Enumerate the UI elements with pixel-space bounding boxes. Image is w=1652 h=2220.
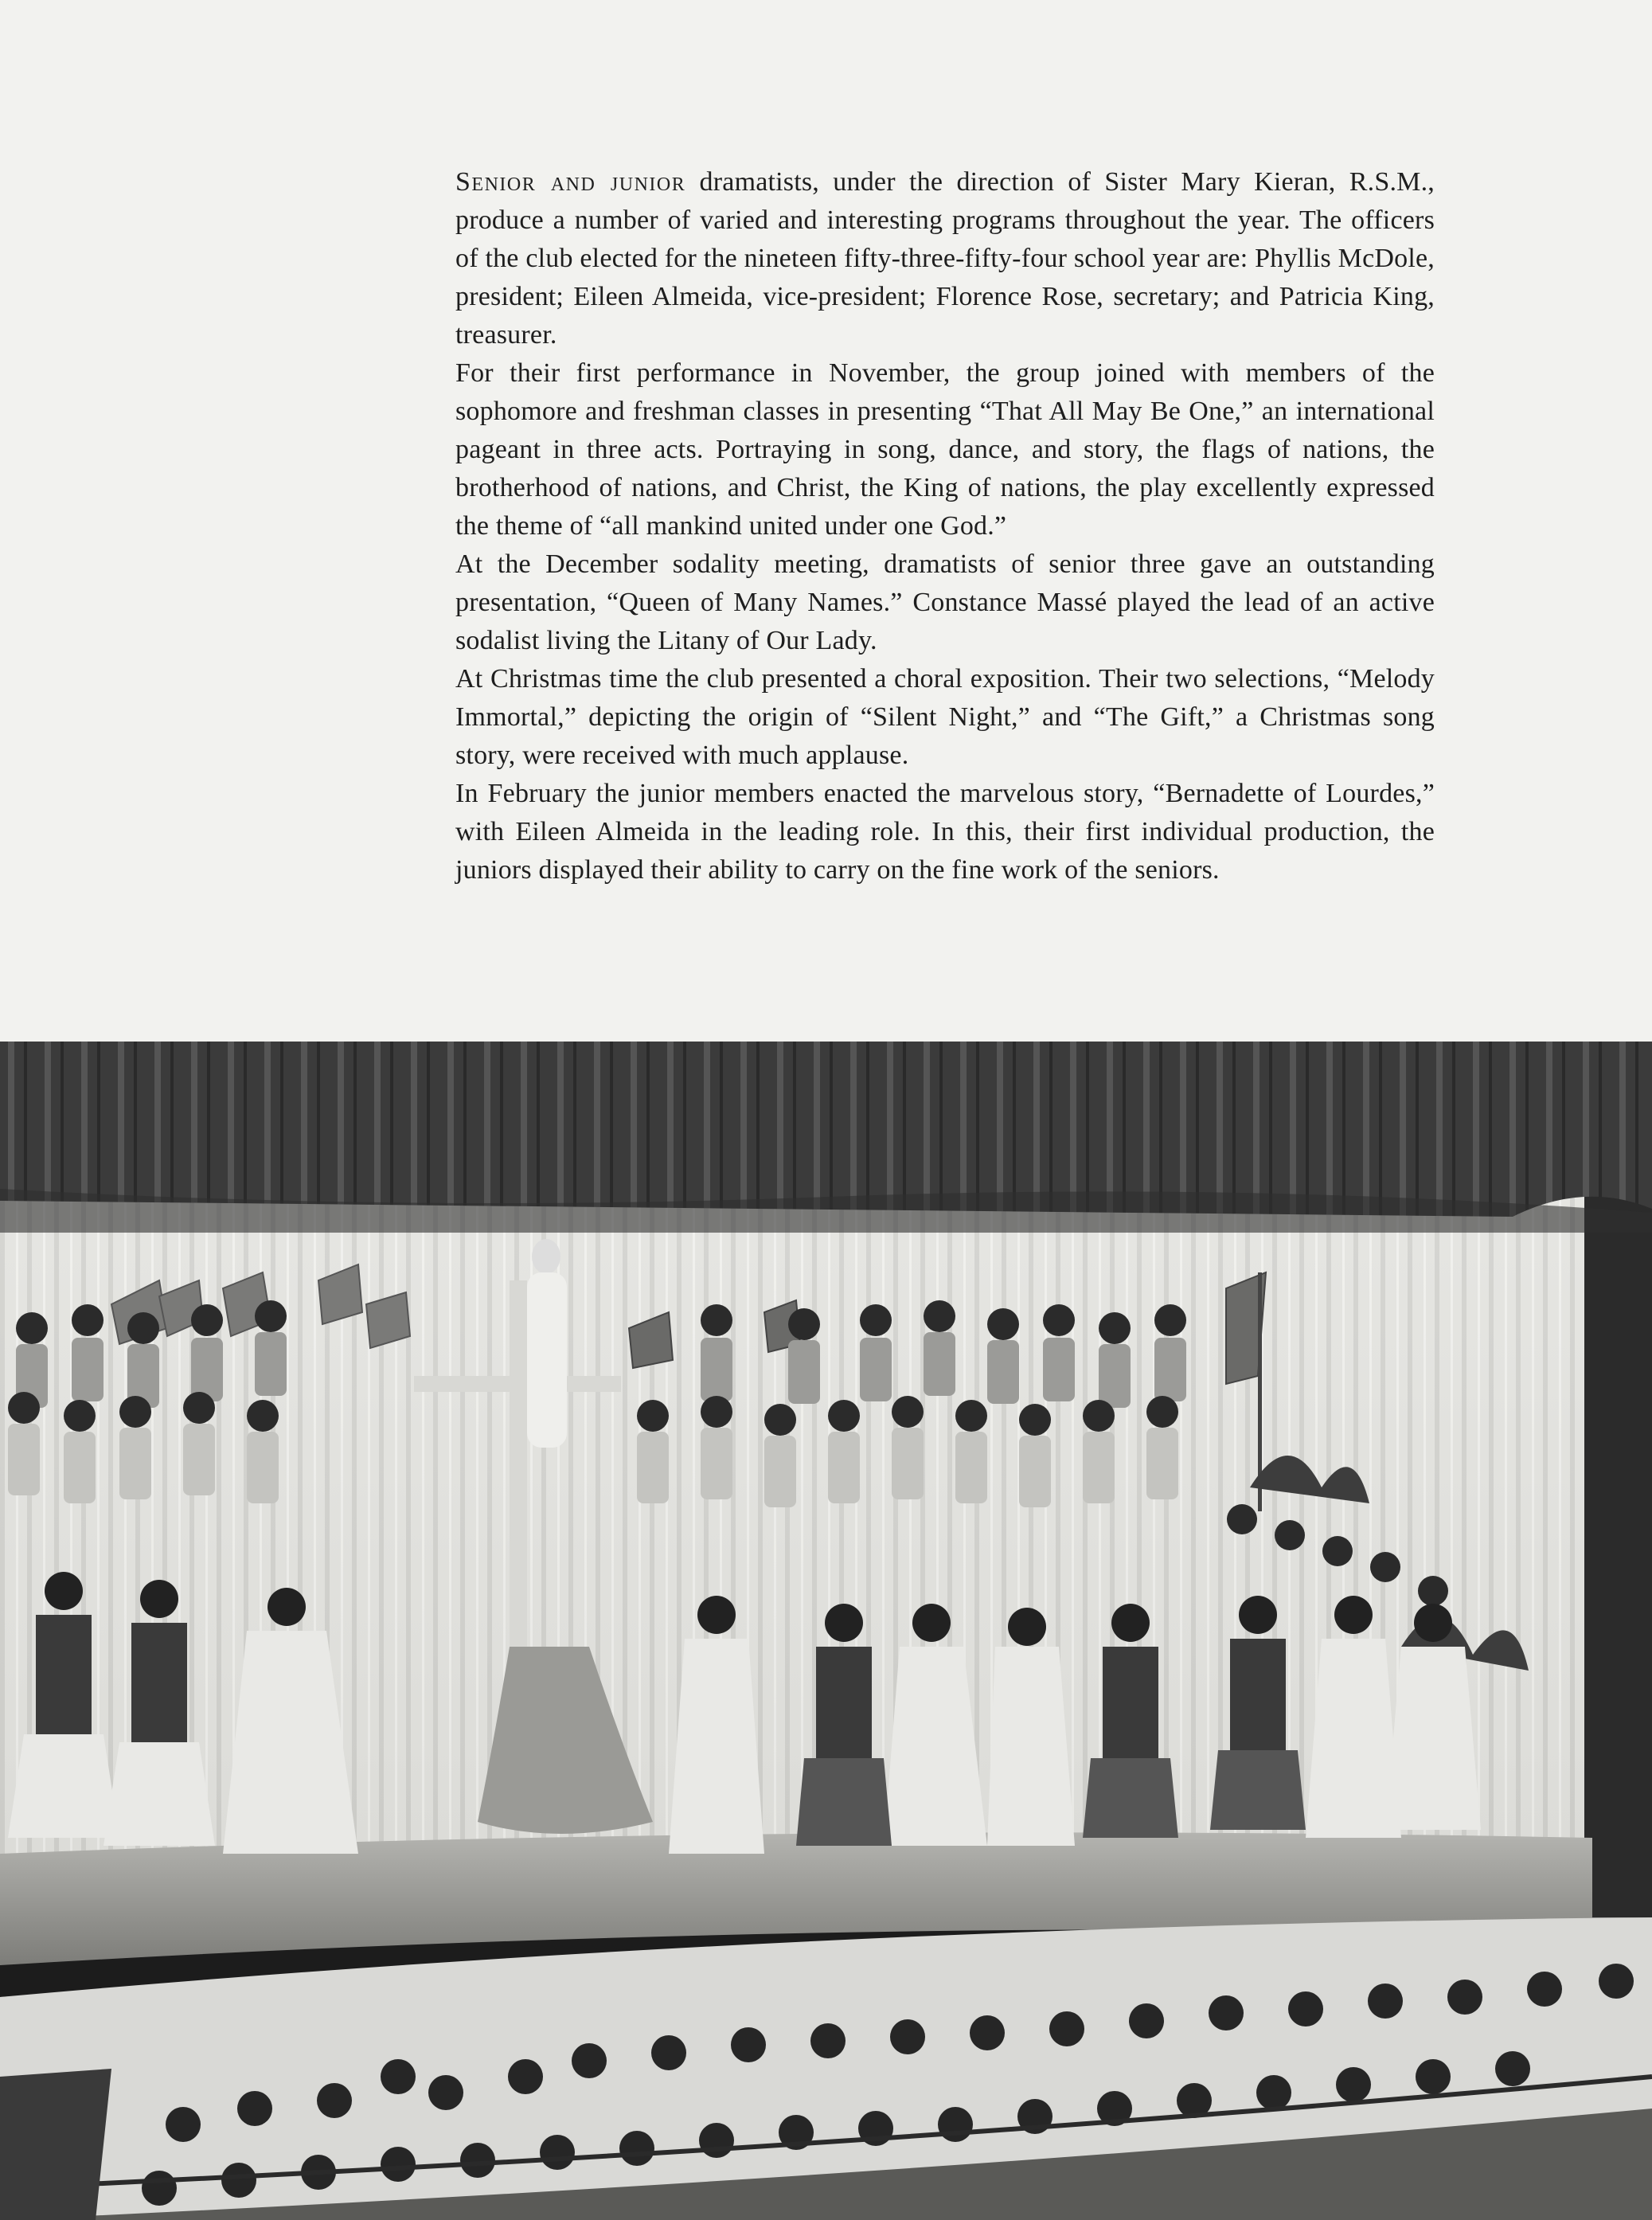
velvet-valance: [0, 1042, 1652, 1217]
paragraph-2: For their first performance in November, the group joined with members of the sophomore and freshman classes in presenting “That All May Be One,” an international pageant in three acts. Portraying in song, dance, and story, the flags of nations, the brotherhood of nations, and Christ, the King of nations, the play excellently expressed the theme of “all mankind united under one God.”: [455, 358, 1435, 541]
stage-photo-illustration: [0, 1042, 1652, 2220]
paragraph-1-body: dramatists, under the direction of Sister Mary Kieran, R.S.M., produce a number of varied and interesting programs throughout the year. The officers of the club elected for the nineteen fifty-three-fifty-four school year are: Phyllis McDole, president; Eileen Almeida, vice-president; Florence Rose, secretary; and Patricia King, treasurer.: [455, 167, 1435, 350]
paragraph-3: At the December sodality meeting, dramatists of senior three gave an outstanding presentation, “Queen of Many Names.” Constance Massé played the lead of an active sodalist living the Litany of Our Lady.: [455, 549, 1435, 655]
article-text: [455, 163, 1435, 889]
paragraph-1: [455, 163, 1435, 354]
stage-pageant-photo: [0, 1042, 1652, 2220]
paragraph-4: At Christmas time the club presented a choral exposition. Their two selections, “Melody Immortal,” depicting the origin of “Silent Night,” and “The Gift,” a Christmas song story, were received with much applause.: [455, 664, 1435, 770]
paragraph-1-lead: Senior and junior: [455, 167, 686, 197]
paragraph-5: In February the junior members enacted the marvelous story, “Bernadette of Lourdes,” with Eileen Almeida in the leading role. In this, their first individual production, the juniors displayed their ability to carry on the fine work of the seniors.: [455, 779, 1435, 885]
cross: [510, 1280, 527, 1655]
